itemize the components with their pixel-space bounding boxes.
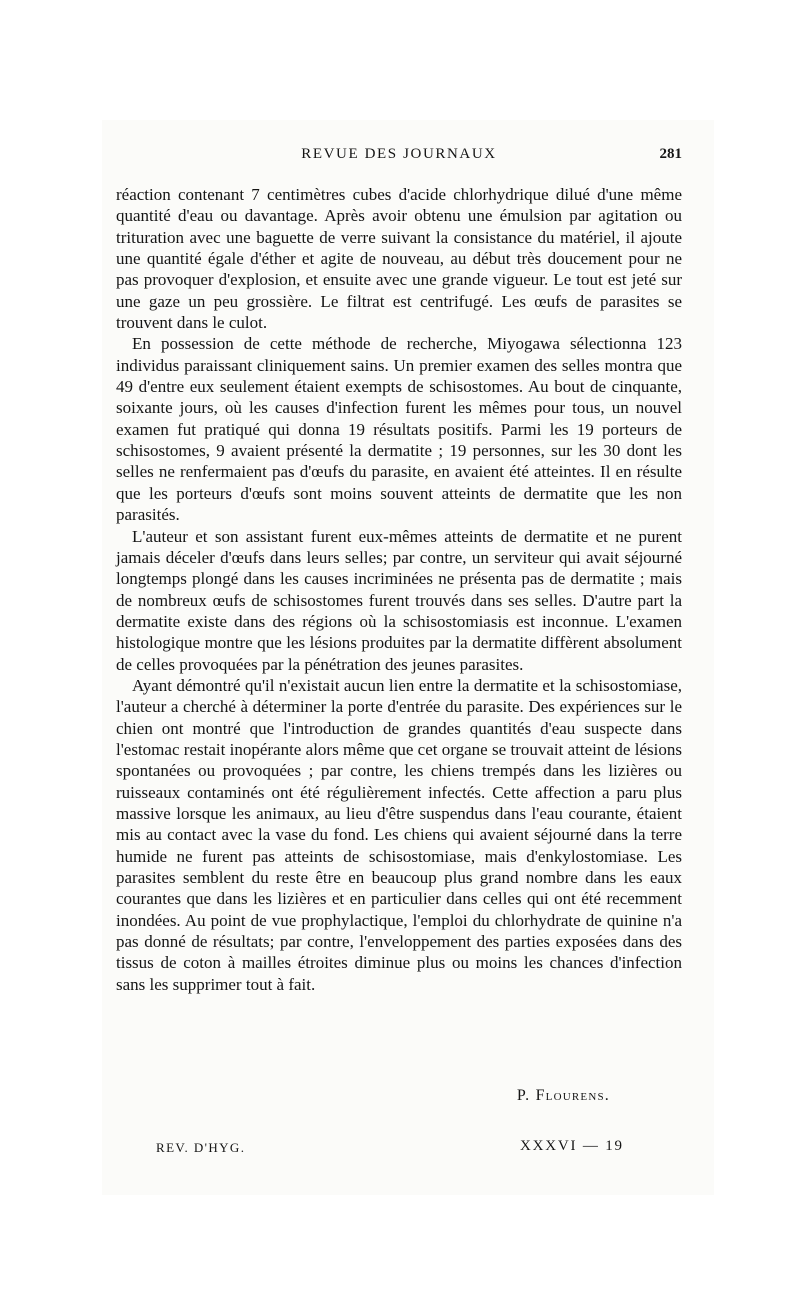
- paragraph: Ayant démontré qu'il n'existait aucun lien entre la dermatite et la schisostomiase, l'auteur a cherché à déterminer la porte d'entrée du parasite. Des expériences sur le chien ont montré que l'introduction de grandes quantités d'eau suspecte dans l'estomac restait inopérante alors même que cet organe se trouvait atteint de lésions spontanées ou provoquées ; par contre, les chiens trempés dans les lizières ou ruisseaux contaminés ont été régulièrement infectés. Cette affection a paru plus massive lorsque les animaux, au lieu d'être suspendus dans l'eau courante, étaient mis au contact avec la vase du fond. Les chiens qui avaient séjourné dans la terre humide ne furent pas atteints de schisostomiase, mais d'enkylostomiase. Les parasites semblent du reste être en beaucoup plus grand nombre dans les eaux courantes que dans les lizières et en particulier dans celles qui ont été recemment inondées. Au point de vue prophylactique, l'emploi du chlorhydrate de quinine n'a pas donné de résultats; par contre, l'enveloppement des parties exposées dans des tissus de coton à mailles étroites diminue plus ou moins les chances d'infection sans les supprimer tout à fait.: [116, 675, 682, 994]
- footer-volume-signature: XXXVI — 19: [520, 1138, 624, 1154]
- page-header: [116, 146, 682, 168]
- footer-journal-abbrev: REV. D'HYG.: [156, 1140, 246, 1155]
- page-number: 281: [659, 146, 682, 162]
- paragraph: En possession de cette méthode de recherche, Miyogawa sélectionna 123 individus paraissant cliniquement sains. Un premier examen des selles montra que 49 d'entre eux seulement étaient exempts de schisostomes. Au bout de cinquante, soixante jours, où les causes d'infection furent les mêmes pour tous, un nouvel examen fut pratiqué qui donna 19 résultats positifs. Parmi les 19 porteurs de schisostomes, 9 avaient présenté la dermatite ; 19 personnes, sur les 30 dont les selles ne renfermaient pas d'œufs du parasite, en avaient été atteintes. Il en résulte que les porteurs d'œufs sont moins souvent atteints de dermatite que les non parasités.: [116, 334, 682, 525]
- running-title: REVUE DES JOURNAUX: [301, 146, 497, 162]
- paragraph: réaction contenant 7 centimètres cubes d'acide chlorhydrique dilué d'une même quantité d'eau ou davantage. Après avoir obtenu une émulsion par agitation ou trituration avec une baguette de verre suivant la consistance du matériel, il ajoute une quantité égale d'éther et agite de nouveau, au début très doucement pour ne pas provoquer d'explosion, et ensuite avec une grande vigueur. Le tout est jeté sur une gaze un peu grossière. Le filtrat est centrifugé. Les œufs de parasites se trouvent dans le culot.: [116, 185, 682, 333]
- article-body: [116, 184, 682, 995]
- author-signature: P. Flourens.: [516, 1087, 610, 1104]
- paragraph: L'auteur et son assistant furent eux-mêmes atteints de dermatite et ne purent jamais déceler d'œufs dans leurs selles; par contre, un serviteur qui avait séjourné longtemps plongé dans les causes incriminées ne présenta pas de dermatite ; mais de nombreux œufs de schisostomes furent trouvés dans ses selles. D'autre part la dermatite existe dans des régions où la schisostomiasis est inconnue. L'examen histologique montre que les lésions produites par la dermatite diffèrent absolument de celles provoquées par la pénétration des jeunes parasites.: [116, 526, 682, 674]
